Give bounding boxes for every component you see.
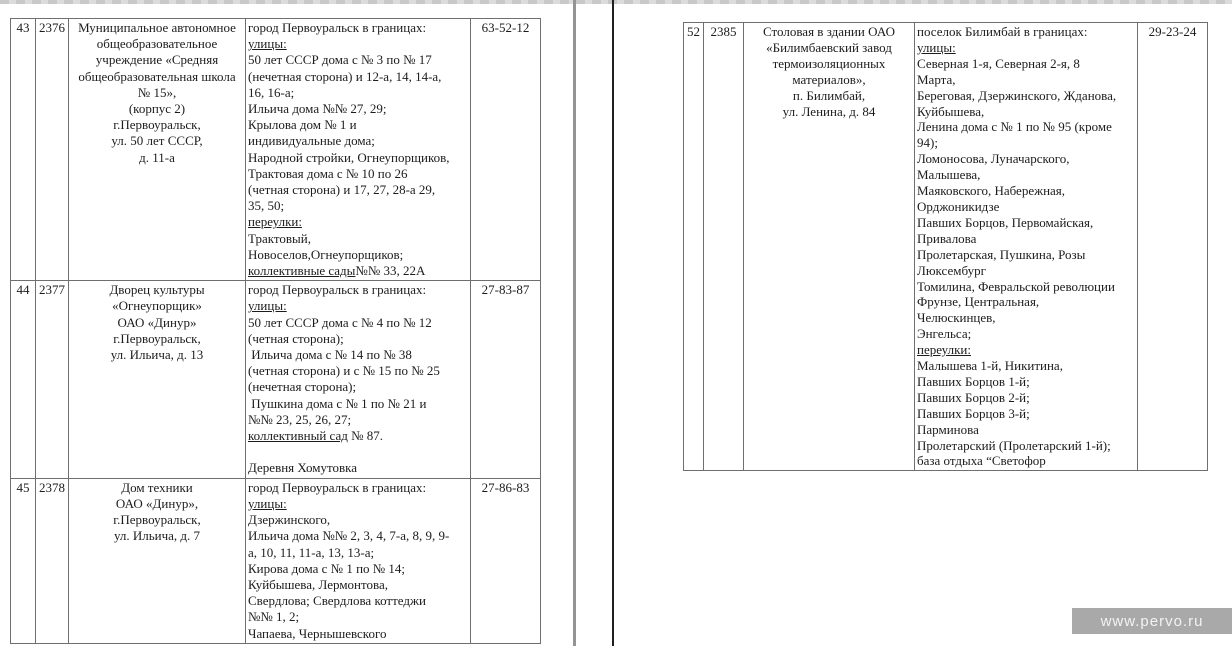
station-name-cell: Муниципальное автономное общеобразовательное учреждение «Средняя общеобразовательная школа № 15», (корпус 2) г.Первоуральск, ул. 50 лет СССР, д. 11-а [69,19,246,281]
row-number-cell: 52 [684,23,704,471]
station-id-cell: 2378 [36,478,69,643]
station-name-cell: Столовая в здании ОАО «Билимбаевский завод термоизоляционных материалов», п. Билимбай, ул. Ленина, д. 84 [744,23,915,471]
table-row-43 [11,19,541,281]
station-name-cell: Дом техники ОАО «Динур», г.Первоуральск, ул. Ильича, д. 7 [69,478,246,643]
table-row-45 [11,478,541,643]
phone-cell: 29-23-24 [1138,23,1208,471]
station-id-cell: 2377 [36,281,69,478]
row-number-cell: 43 [11,19,36,281]
address-cell: поселок Билимбай в границах: улицы: Северная 1-я, Северная 2-я, 8 Марта, Береговая, Дзержинского, Жданова, Куйбышева, Ленина дома с № 1 по № 95 (кроме 94); Ломоносова, Луначарского, Малышева, Маяковского, Набережная, Орджоникидзе Павших Борцов, Первомайская, Привалова Пролетарская, Пушкина, Розы Люксембург Томилина, Февральской революции Фрунзе, Центральная, Челюскинцев, Энгельса; переулки: Малышева 1-й, Никитина, Павших Борцов 1-й; Павших Борцов 2-й; Павших Борцов 3-й; Парминова Пролетарский (Пролетарский 1-й); база отдыха “Светофор [915,23,1138,471]
address-cell: город Первоуральск в границах: улицы: 50 лет СССР дома с № 3 по № 17 (нечетная сторона) и 12-а, 14, 14-а, 16, 16-а; Ильича дома №№ 27, 29; Крылова дом № 1 и индивидуальные дома; Народной стройки, Огнеупорщиков, Трактовая дома с № 10 по 26 (четная сторона) и 17, 27, 28-а 29, 35, 50; переулки: Трактовый, Новоселов,Огнеупорщиков; коллективные сады№№ 33, 22А [246,19,471,281]
station-name-cell: Дворец культуры «Огнеупорщик» ОАО «Динур» г.Первоуральск, ул. Ильича, д. 13 [69,281,246,478]
phone-cell: 63-52-12 [471,19,541,281]
phone-cell: 27-83-87 [471,281,541,478]
polling-stations-table-left [10,18,541,644]
phone-cell: 27-86-83 [471,478,541,643]
address-cell: город Первоуральск в границах: улицы: Дзержинского, Ильича дома №№ 2, 3, 4, 7-а, 8, 9, 9- а, 10, 11, 11-а, 13, 13-а; Кирова дома с № 1 по № 14; Куйбышева, Лермонтова, Свердлова; Свердлова коттеджи №№ 1, 2; Чапаева, Чернышевского [246,478,471,643]
scan-edge-artifact [0,0,1232,4]
watermark-badge [1072,608,1232,634]
station-id-cell: 2376 [36,19,69,281]
table-row-44 [11,281,541,478]
table-row-52 [684,23,1208,471]
address-cell: город Первоуральск в границах: улицы: 50 лет СССР дома с № 4 по № 12 (четная сторона); Ильича дома с № 14 по № 38 (четная сторона) и с № 15 по № 25 (нечетная сторона); Пушкина дома с № 1 по № 21 и №№ 23, 25, 26, 27; коллективный сад № 87. Деревня Хомутовка [246,281,471,478]
row-number-cell: 45 [11,478,36,643]
row-number-cell: 44 [11,281,36,478]
page-edge-divider-black [612,0,614,646]
page-edge-divider-gray [573,0,576,646]
polling-stations-table-right [683,22,1208,471]
watermark-text: www.pervo.ru [1100,612,1204,630]
station-id-cell: 2385 [704,23,744,471]
